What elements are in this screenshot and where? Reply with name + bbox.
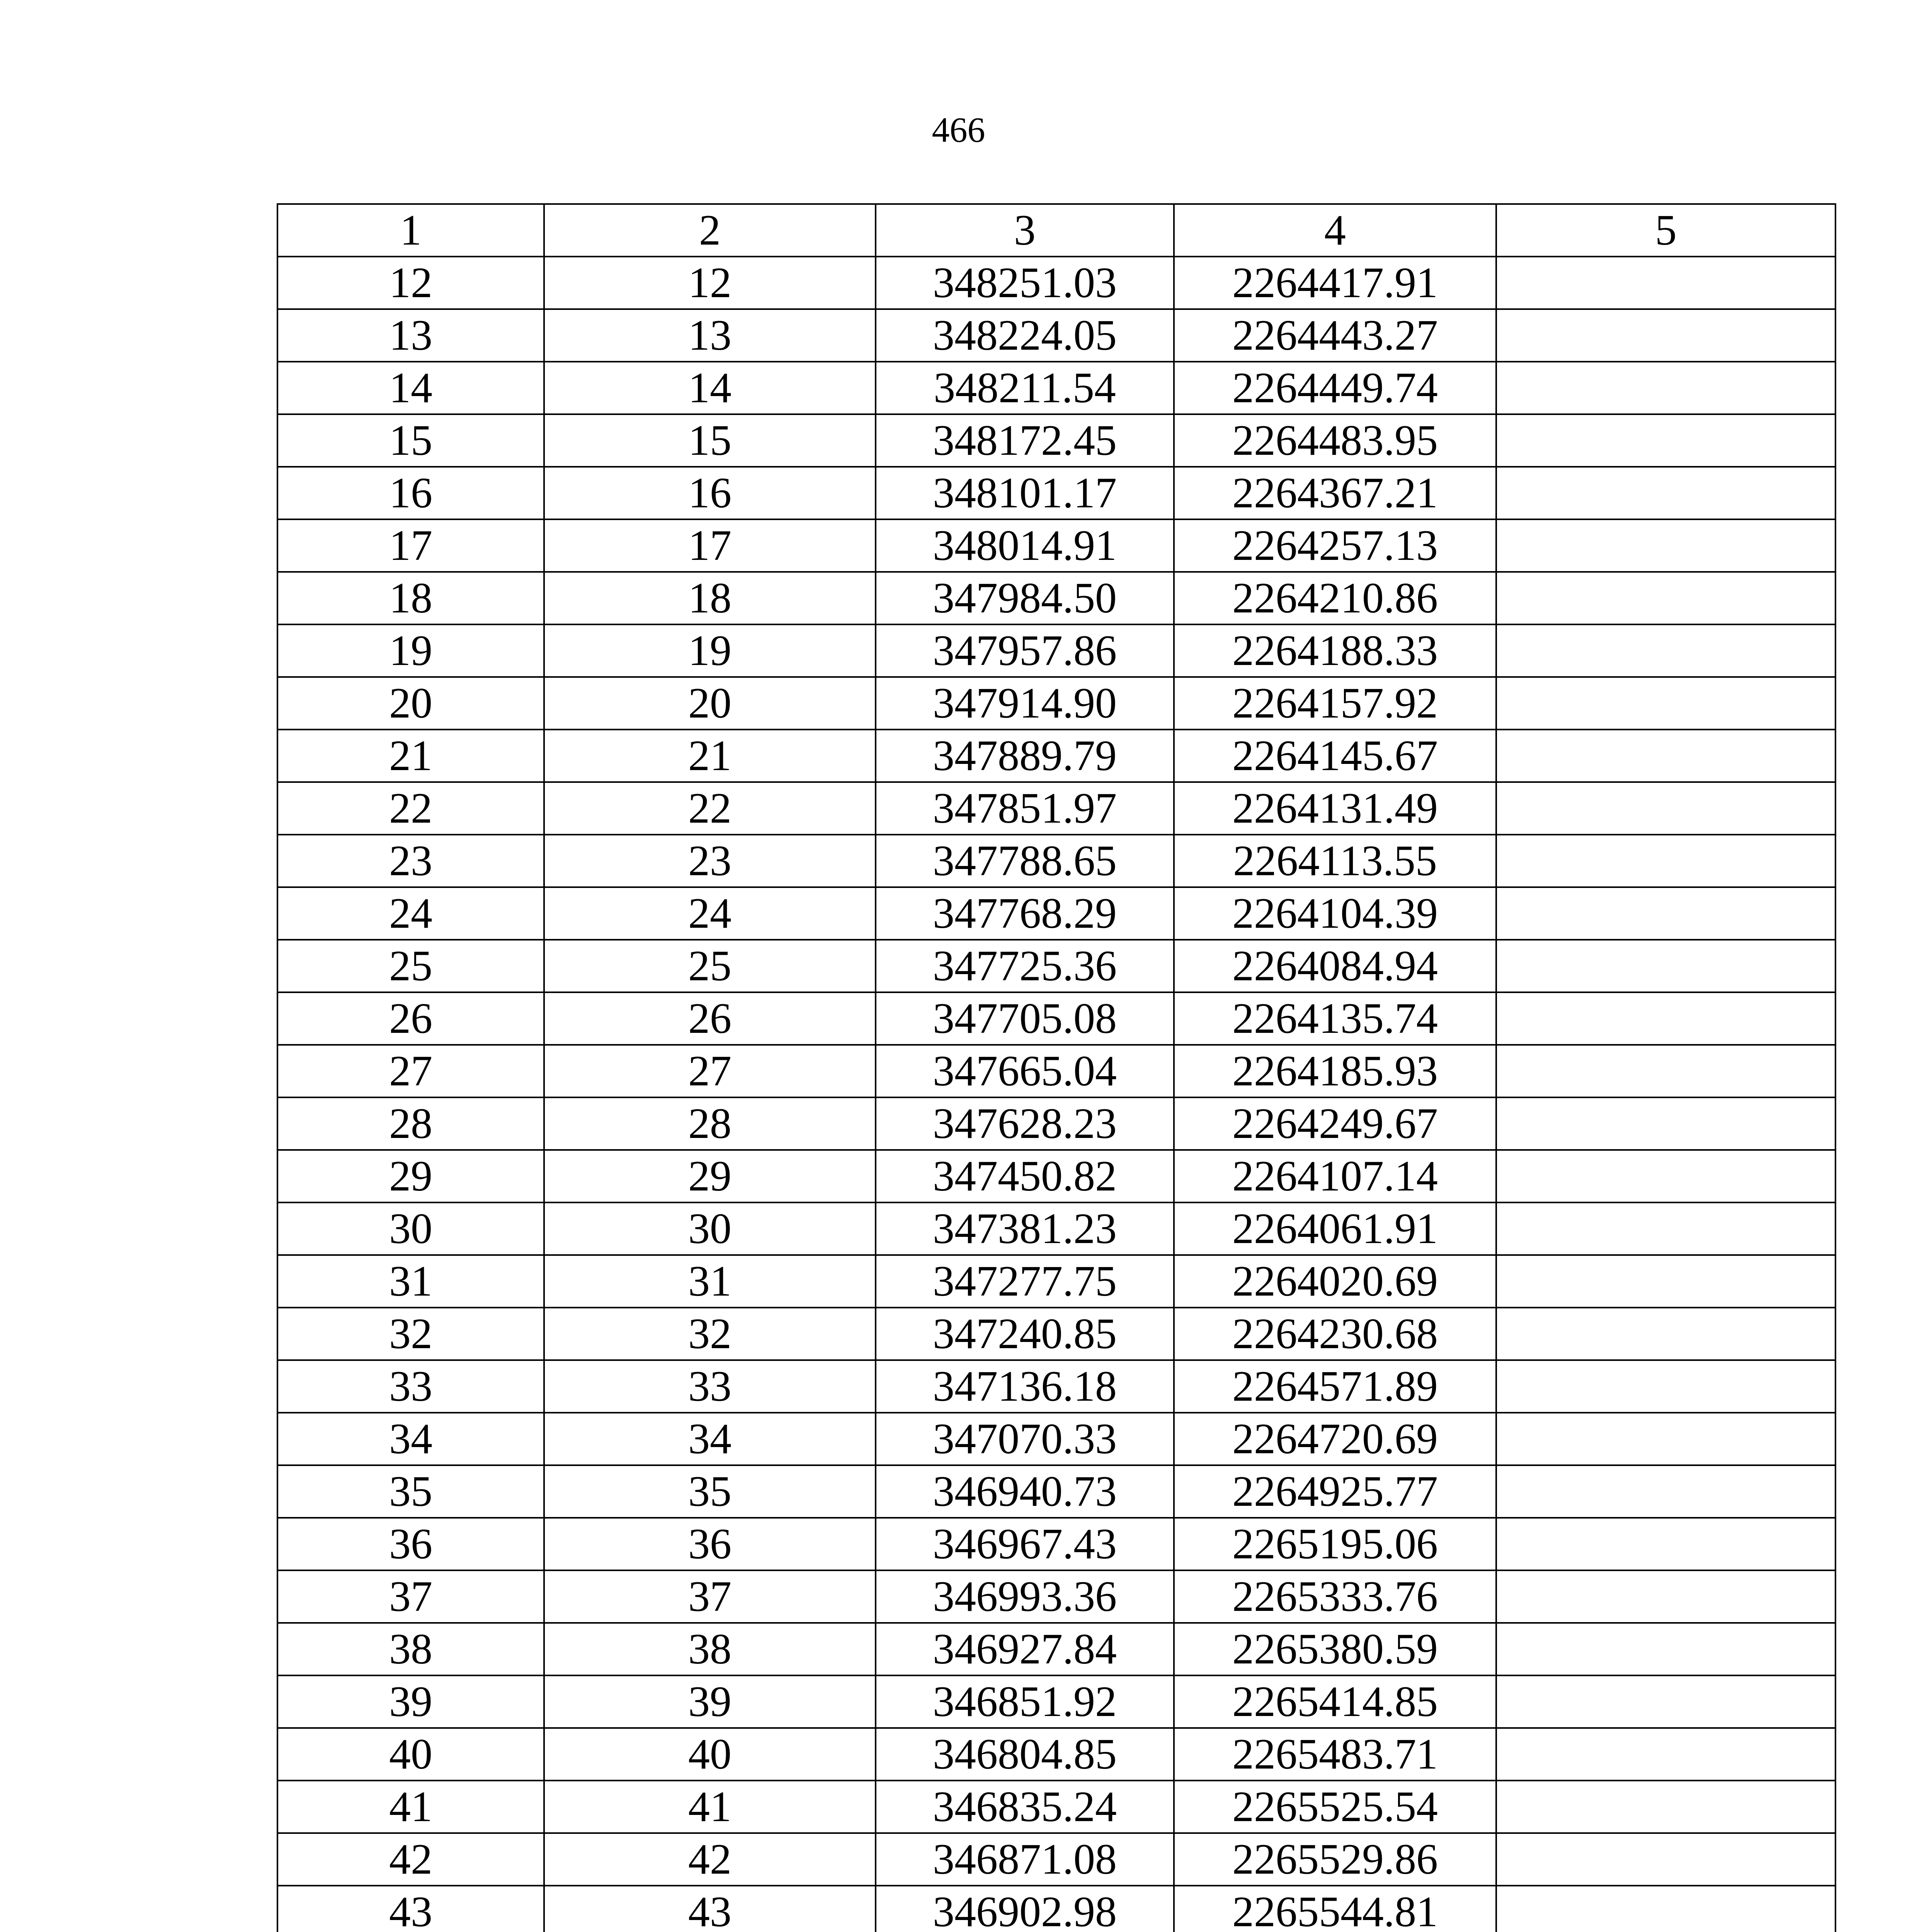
table-row: [277, 940, 1835, 992]
table-cell: 15: [277, 414, 544, 467]
table-cell: [1496, 1570, 1835, 1623]
table-cell: 32: [277, 1308, 544, 1360]
table-row: [277, 1413, 1835, 1465]
table-cell: 347665.04: [876, 1045, 1174, 1097]
table-row: [277, 992, 1835, 1045]
table-cell: 346835.24: [876, 1781, 1174, 1833]
table-cell: 348224.05: [876, 309, 1174, 362]
table-cell: 2264185.93: [1174, 1045, 1496, 1097]
table-cell: 30: [544, 1202, 876, 1255]
table-cell: 348211.54: [876, 362, 1174, 414]
table-body: [277, 257, 1835, 1932]
table-cell: 347070.33: [876, 1413, 1174, 1465]
table-cell: [1496, 887, 1835, 940]
table-row: [277, 1255, 1835, 1308]
table-cell: 2265529.86: [1174, 1833, 1496, 1886]
table-cell: 2264720.69: [1174, 1413, 1496, 1465]
table-cell: 347725.36: [876, 940, 1174, 992]
table-cell: 347914.90: [876, 677, 1174, 730]
table-row: [277, 572, 1835, 624]
table-cell: 2264230.68: [1174, 1308, 1496, 1360]
table-cell: [1496, 1465, 1835, 1518]
table-cell: 23: [277, 835, 544, 887]
table-cell: 347628.23: [876, 1097, 1174, 1150]
table-row: [277, 309, 1835, 362]
table-cell: 43: [544, 1886, 876, 1932]
table-cell: [1496, 572, 1835, 624]
table-cell: 34: [277, 1413, 544, 1465]
table-cell: 29: [544, 1150, 876, 1202]
table-cell: 23: [544, 835, 876, 887]
table-cell: [1496, 1623, 1835, 1675]
table-cell: 36: [544, 1518, 876, 1570]
table-cell: 40: [277, 1728, 544, 1781]
table-cell: [1496, 414, 1835, 467]
table-cell: 346927.84: [876, 1623, 1174, 1675]
table-row: [277, 1097, 1835, 1150]
table-cell: 16: [544, 467, 876, 519]
table-cell: 2265380.59: [1174, 1623, 1496, 1675]
table-cell: 347768.29: [876, 887, 1174, 940]
table-cell: 27: [277, 1045, 544, 1097]
table-cell: 35: [544, 1465, 876, 1518]
table-cell: 2265333.76: [1174, 1570, 1496, 1623]
table-cell: 31: [277, 1255, 544, 1308]
table-cell: [1496, 677, 1835, 730]
table-cell: 38: [277, 1623, 544, 1675]
table-cell: 40: [544, 1728, 876, 1781]
table-cell: 346871.08: [876, 1833, 1174, 1886]
table-cell: 18: [544, 572, 876, 624]
table-cell: 38: [544, 1623, 876, 1675]
table-cell: 2265483.71: [1174, 1728, 1496, 1781]
table-cell: 12: [277, 257, 544, 309]
table-cell: 13: [277, 309, 544, 362]
table-cell: 2264131.49: [1174, 782, 1496, 835]
table-cell: 13: [544, 309, 876, 362]
table-row: [277, 677, 1835, 730]
table-cell: 346940.73: [876, 1465, 1174, 1518]
table-cell: 30: [277, 1202, 544, 1255]
table-cell: 2264571.89: [1174, 1360, 1496, 1413]
table-cell: 2264145.67: [1174, 730, 1496, 782]
table-cell: 346902.98: [876, 1886, 1174, 1932]
table-cell: 14: [544, 362, 876, 414]
table-cell: 348101.17: [876, 467, 1174, 519]
table-cell: 33: [277, 1360, 544, 1413]
column-header: 5: [1496, 204, 1835, 257]
table-cell: 42: [277, 1833, 544, 1886]
table-cell: 347381.23: [876, 1202, 1174, 1255]
table-cell: 33: [544, 1360, 876, 1413]
table-cell: 29: [277, 1150, 544, 1202]
table-cell: 39: [277, 1675, 544, 1728]
table-row: [277, 782, 1835, 835]
table-row: [277, 414, 1835, 467]
table-cell: [1496, 1045, 1835, 1097]
table-cell: 347889.79: [876, 730, 1174, 782]
coordinates-table: [277, 203, 1836, 1932]
table-cell: 20: [544, 677, 876, 730]
table-cell: 346993.36: [876, 1570, 1174, 1623]
table-cell: 347705.08: [876, 992, 1174, 1045]
table-cell: [1496, 1518, 1835, 1570]
table-cell: 2264113.55: [1174, 835, 1496, 887]
table-cell: [1496, 1728, 1835, 1781]
table-cell: 26: [544, 992, 876, 1045]
table-cell: 21: [277, 730, 544, 782]
table-cell: [1496, 467, 1835, 519]
table-cell: 2264084.94: [1174, 940, 1496, 992]
table-row: [277, 624, 1835, 677]
table-cell: [1496, 782, 1835, 835]
table-row: [277, 1360, 1835, 1413]
table-cell: [1496, 362, 1835, 414]
table-row: [277, 835, 1835, 887]
table-cell: 24: [544, 887, 876, 940]
table-cell: 348172.45: [876, 414, 1174, 467]
table-cell: [1496, 992, 1835, 1045]
table-cell: 18: [277, 572, 544, 624]
table-header-row: [277, 204, 1835, 257]
table-row: [277, 1045, 1835, 1097]
table-cell: 25: [544, 940, 876, 992]
table-cell: 2264061.91: [1174, 1202, 1496, 1255]
table-cell: 22: [544, 782, 876, 835]
table-row: [277, 1675, 1835, 1728]
column-header: 1: [277, 204, 544, 257]
table-row: [277, 887, 1835, 940]
table-cell: 2265544.81: [1174, 1886, 1496, 1932]
table-cell: 19: [544, 624, 876, 677]
table-cell: 26: [277, 992, 544, 1045]
table-row: [277, 1781, 1835, 1833]
table-cell: 346804.85: [876, 1728, 1174, 1781]
table-cell: 41: [544, 1781, 876, 1833]
table-cell: 36: [277, 1518, 544, 1570]
table-row: [277, 1833, 1835, 1886]
table-cell: 2264104.39: [1174, 887, 1496, 940]
table-cell: 347450.82: [876, 1150, 1174, 1202]
table-cell: 347851.97: [876, 782, 1174, 835]
table-cell: 2264417.91: [1174, 257, 1496, 309]
table-cell: 27: [544, 1045, 876, 1097]
table-cell: 16: [277, 467, 544, 519]
table-row: [277, 1465, 1835, 1518]
table-cell: 37: [544, 1570, 876, 1623]
table-cell: 2264157.92: [1174, 677, 1496, 730]
table-row: [277, 1728, 1835, 1781]
table-cell: 346967.43: [876, 1518, 1174, 1570]
table-cell: 15: [544, 414, 876, 467]
table-cell: 2264257.13: [1174, 519, 1496, 572]
table-cell: 41: [277, 1781, 544, 1833]
table-cell: 2264925.77: [1174, 1465, 1496, 1518]
table-cell: [1496, 257, 1835, 309]
table-cell: [1496, 730, 1835, 782]
table-cell: 2264210.86: [1174, 572, 1496, 624]
table-cell: 2264483.95: [1174, 414, 1496, 467]
table-cell: 348251.03: [876, 257, 1174, 309]
table-cell: [1496, 624, 1835, 677]
table-row: [277, 519, 1835, 572]
table-row: [277, 730, 1835, 782]
table-cell: 2264020.69: [1174, 1255, 1496, 1308]
table-cell: 12: [544, 257, 876, 309]
table-cell: 346851.92: [876, 1675, 1174, 1728]
table-cell: 2264135.74: [1174, 992, 1496, 1045]
table-cell: [1496, 1833, 1835, 1886]
table-cell: 347277.75: [876, 1255, 1174, 1308]
page-number: 466: [932, 110, 985, 150]
table-row: [277, 1886, 1835, 1932]
table-row: [277, 1150, 1835, 1202]
table-cell: 17: [544, 519, 876, 572]
table-cell: [1496, 1360, 1835, 1413]
table-cell: 43: [277, 1886, 544, 1932]
table-cell: 2264107.14: [1174, 1150, 1496, 1202]
table-cell: [1496, 1202, 1835, 1255]
column-header: 4: [1174, 204, 1496, 257]
table-cell: [1496, 1097, 1835, 1150]
table-cell: [1496, 1308, 1835, 1360]
column-header: 2: [544, 204, 876, 257]
table-cell: 28: [544, 1097, 876, 1150]
table-row: [277, 1202, 1835, 1255]
table-row: [277, 1623, 1835, 1675]
table-row: [277, 362, 1835, 414]
table-cell: 31: [544, 1255, 876, 1308]
table-row: [277, 1570, 1835, 1623]
table-cell: [1496, 519, 1835, 572]
table-cell: [1496, 1150, 1835, 1202]
table-cell: 39: [544, 1675, 876, 1728]
table-cell: 347984.50: [876, 572, 1174, 624]
column-header: 3: [876, 204, 1174, 257]
table-cell: 347788.65: [876, 835, 1174, 887]
table-cell: [1496, 309, 1835, 362]
table-row: [277, 1308, 1835, 1360]
table-row: [277, 1518, 1835, 1570]
table-cell: 347240.85: [876, 1308, 1174, 1360]
table-cell: 2264188.33: [1174, 624, 1496, 677]
table-cell: 347136.18: [876, 1360, 1174, 1413]
table-cell: 2264249.67: [1174, 1097, 1496, 1150]
table-cell: [1496, 1886, 1835, 1932]
table-cell: 14: [277, 362, 544, 414]
table-cell: 2264367.21: [1174, 467, 1496, 519]
table-cell: 19: [277, 624, 544, 677]
table-cell: 2264449.74: [1174, 362, 1496, 414]
table-cell: 2265414.85: [1174, 1675, 1496, 1728]
table-cell: 22: [277, 782, 544, 835]
table-cell: 17: [277, 519, 544, 572]
table-cell: [1496, 835, 1835, 887]
table-cell: 25: [277, 940, 544, 992]
table-cell: 347957.86: [876, 624, 1174, 677]
table-cell: 2265525.54: [1174, 1781, 1496, 1833]
table-row: [277, 467, 1835, 519]
table-cell: 24: [277, 887, 544, 940]
table-row: [277, 257, 1835, 309]
table-cell: [1496, 1413, 1835, 1465]
table-cell: 32: [544, 1308, 876, 1360]
table-cell: 20: [277, 677, 544, 730]
table-cell: 28: [277, 1097, 544, 1150]
table-cell: 2264443.27: [1174, 309, 1496, 362]
table-cell: [1496, 940, 1835, 992]
table-cell: 21: [544, 730, 876, 782]
table-cell: [1496, 1675, 1835, 1728]
table-cell: [1496, 1781, 1835, 1833]
table-cell: 37: [277, 1570, 544, 1623]
table-cell: [1496, 1255, 1835, 1308]
table-cell: 34: [544, 1413, 876, 1465]
table-cell: 42: [544, 1833, 876, 1886]
table-cell: 35: [277, 1465, 544, 1518]
table-cell: 2265195.06: [1174, 1518, 1496, 1570]
table-cell: 348014.91: [876, 519, 1174, 572]
